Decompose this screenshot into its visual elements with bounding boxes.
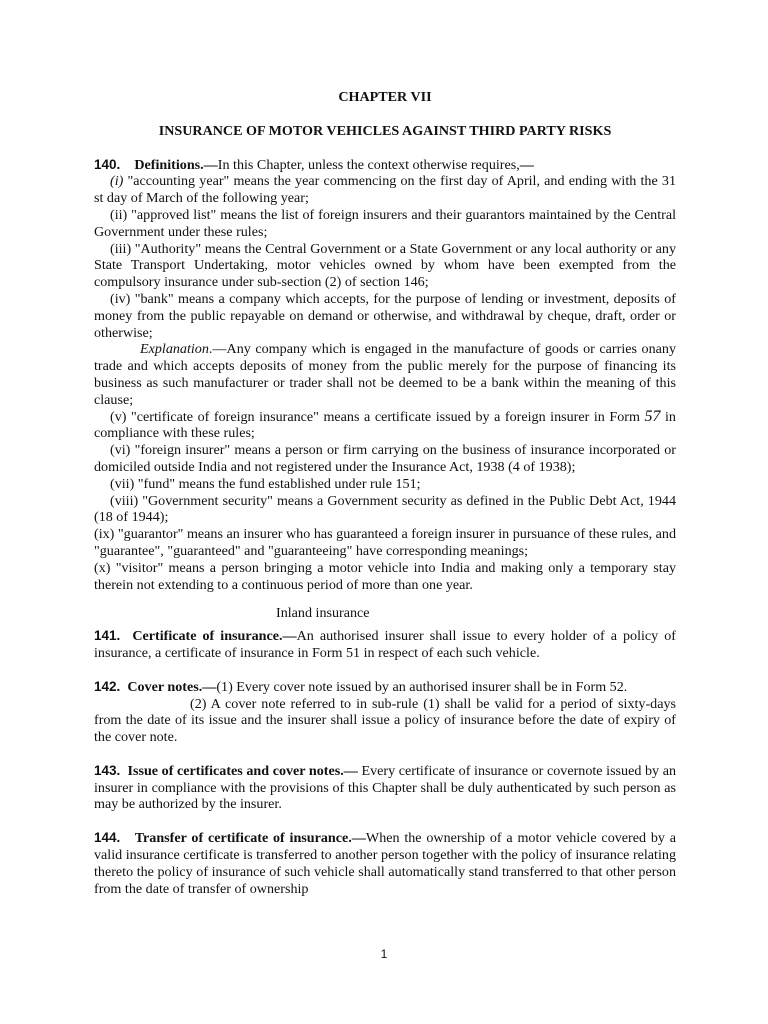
clause-i bbox=[94, 173, 676, 207]
spacer bbox=[94, 746, 676, 763]
clause-vi: (vi) "foreign insurer" means a person or firm carrying on the business of insurance incorporated or domiciled outside India and not registered under the Insurance Act, 1938 (4 of 1938); bbox=[94, 442, 676, 475]
section-heading: Issue of certificates and cover notes.— bbox=[127, 762, 358, 779]
page-number: 1 bbox=[380, 947, 388, 961]
clause-vii: (vii) "fund" means the fund established under rule 151; bbox=[110, 475, 421, 492]
section-text: An authorised insurer shall issue to every holder of a policy of insurance, a certificate of insurance in Form 51 in respect of each such vehicle. bbox=[94, 628, 676, 661]
clause-text: (v) "certificate of foreign insurance" means a certificate issued by a foreign insurer in Form bbox=[110, 408, 645, 425]
clause-ii: (ii) "approved list" means the list of foreign insurers and their guarantors maintained by the Central Government under these rules; bbox=[94, 206, 676, 240]
clause-x: (x) "visitor" means a person bringing a motor vehicle into India and making only a temporary stay therein not extending to a continuous period of more than one year. bbox=[94, 559, 676, 593]
section-heading: Definitions.— bbox=[134, 156, 218, 173]
section-142-subrule-2: (2) A cover note referred to in sub-rule (1) shall be valid for a period of sixty-days from the date of its issue and the insurer shall issue a policy of insurance before the date of expiry of the cover note. bbox=[94, 695, 676, 746]
section-140-intro bbox=[94, 157, 676, 174]
clause-label: (i) bbox=[110, 173, 124, 190]
explanation bbox=[94, 341, 676, 408]
spacer bbox=[94, 813, 676, 830]
inland-insurance-heading: Inland insurance bbox=[276, 605, 370, 622]
explanation-label: Explanation bbox=[140, 341, 209, 358]
section-heading: Cover notes.— bbox=[127, 678, 217, 695]
clause-iii: (iii) "Authority" means the Central Government or a State Government or any local authority or any State Transport Undertaking, motor vehicles owned by whom have been exempted from the compulsory insurance under sub-section (2) of section 146; bbox=[94, 240, 676, 291]
explanation-text: .—Any company which is engaged in the manufacture of goods or carries onany trade and which accepts deposits of money from the public merely for the purpose of financing its business as such manufacturer or trader shall not be deemed to be a bank within the meaning of this clause; bbox=[94, 341, 676, 408]
section-heading: Certificate of insurance.— bbox=[132, 628, 297, 645]
section-number: 141. bbox=[94, 628, 121, 644]
em-dash: — bbox=[519, 156, 534, 173]
spacer bbox=[94, 662, 676, 679]
section-heading: Transfer of certificate of insurance.— bbox=[134, 830, 366, 847]
clause-viii: (viii) "Government security" means a Government security as defined in the Public Debt Act, 1944 (18 of 1944); bbox=[94, 492, 676, 526]
section-144 bbox=[94, 830, 676, 897]
clause-v bbox=[94, 409, 676, 443]
section-141 bbox=[94, 628, 676, 662]
section-text: In this Chapter, unless the context otherwise requires, bbox=[217, 156, 520, 173]
clause-iv: (iv) "bank" means a company which accepts, for the purpose of lending or investment, deposits of money from the public repayable on demand or otherwise, and withdrawal by cheque, draft, order or otherwise; bbox=[94, 290, 676, 341]
section-number: 140. bbox=[94, 156, 121, 172]
form-number: 57 bbox=[644, 407, 661, 425]
section-142 bbox=[94, 679, 676, 696]
section-text: (1) Every cover note issued by an authorised insurer shall be in Form 52. bbox=[216, 678, 628, 695]
clause-text: in compliance with these rules; bbox=[94, 408, 676, 442]
section-143 bbox=[94, 763, 676, 813]
chapter-heading: CHAPTER VII bbox=[338, 89, 432, 105]
document-body bbox=[94, 89, 676, 897]
section-text: When the ownership of a motor vehicle covered by a valid insurance certificate is transferred to another person together with the policy of insurance relating thereto the policy of insurance of such vehicle shall automatically stand transferred to that other person from the date of transfer of ownership bbox=[94, 830, 676, 897]
clause-ix: (ix) "guarantor" means an insurer who has guaranteed a foreign insurer in pursuance of these rules, and "guarantee", "guaranteed" and "guaranteeing" have corresponding meanings; bbox=[94, 526, 676, 559]
section-number: 143. bbox=[94, 762, 121, 778]
clause-text: "accounting year" means the year commencing on the first day of April, and ending with the 31 st day of March of the following year; bbox=[94, 173, 676, 207]
section-number: 144. bbox=[94, 830, 121, 846]
section-number: 142. bbox=[94, 678, 121, 694]
section-text: Every certificate of insurance or covernote issued by an insurer in compliance with the provisions of this Chapter shall be duly authenticated by such person as may be authorized by the insurer. bbox=[94, 762, 677, 813]
chapter-title: INSURANCE OF MOTOR VEHICLES AGAINST THIRD PARTY RISKS bbox=[158, 122, 612, 139]
